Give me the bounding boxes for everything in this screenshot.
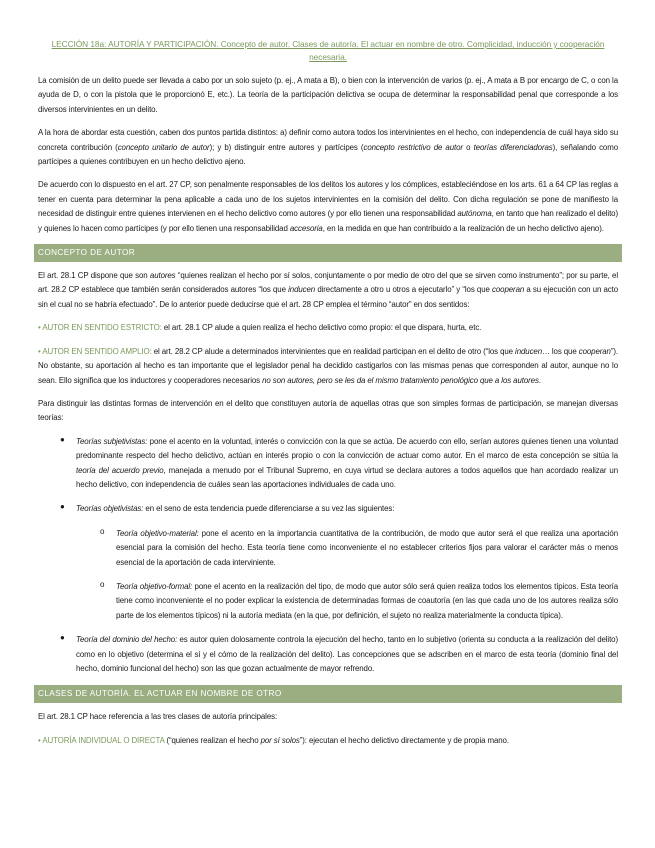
bullet-icon: ●: [60, 434, 65, 444]
theory-objective-item: ● Teorías objetivistas: en el seno de esta tendencia puede diferenciarse a su vez las siguientes:: [60, 502, 395, 514]
theory-subjective-item: ● Teorías subjetivistas: pone el acento en la voluntad, interés o convicción con la que se actúa. De acuerdo con ello, serían autores quienes tienen una voluntad predominante respecto del hecho delictivo, actúan en interés propio o con la convicción de actuar como autor. En el marco de esta concepción se sitúa la teoría del acuerdo previo, manejada a menudo por el Tribunal Supremo, en cuya virtud se declara autores a todos aquellos que han acordado realizar un hecho delictivo, con independencia de cuáles sean las aportaciones individuales de cada uno.: [60, 434, 618, 489]
lesson-title[interactable]: LECCIÓN 18a: AUTORÍA Y PARTICIPACIÓN. Concepto de autor. Clases de autoría. El actuar en nombre de otro. Complicidad, inducción y cooperación necesaria.: [51, 39, 605, 62]
concepto-paragraph-2: Para distinguir las distintas formas de intervención en el delito que constituyen autoría de aquellas otras que son simples formas de participación, se manejan diversas teorías:: [38, 398, 618, 423]
autor-amplio-item: • AUTOR EN SENTIDO AMPLIO: el art. 28.2 CP alude a determinados intervinientes que en realidad participan en el delito de otro (“los que inducen… los que cooperan”). No obstante, su aportación al hecho es tan importante que el legislador penal ha decidido castigarlos con las mismas penas que corresponden al autor, aunque no lo sean. Ello significa que los inductores y cooperadores necesarios no son autores, pero se les da el mismo tratamiento penológico que a los autores.: [38, 346, 618, 385]
section-heading-concepto: CONCEPTO DE AUTOR: [34, 244, 622, 262]
page: [38, 38, 618, 748]
theory-domain-item: ● Teoría del dominio del hecho: es autor quien dolosamente controla la ejecución del hecho, tanto en lo subjetivo (orienta su conducta a la realización del delito) como en lo objetivo (determina el sí y el cómo de la realización del delito). Las concepciones que se adscriben en el marco de esta teoría (dominio final del hecho, dominio funcional del hecho) son las que gozan actualmente de mayor refrendo.: [60, 633, 618, 673]
bullet-icon: ●: [60, 633, 65, 643]
bullet-icon: ●: [60, 502, 65, 512]
autoria-individual-item: • AUTORÍA INDIVIDUAL O DIRECTA (“quienes realizan el hecho por sí solos”): ejecutan el hecho delictivo directamente y de propia mano.: [38, 735, 509, 745]
section-heading-clases: CLASES DE AUTORÍA. EL ACTUAR EN NOMBRE DE OTRO: [34, 685, 622, 703]
sub-bullet-icon: o: [100, 526, 105, 536]
theory-formal-item: o Teoría objetivo-formal: pone el acento en la realización del tipo, de modo que autor sólo será quien realiza todos los elementos típicos. Esta teoría tiene como inconveniente el no poder explicar la existencia de determinadas formas de coautoría (en las que cada uno de los autores realiza sólo parte de los elementos típicos) ni la autoría mediata (en la que, por definición, el sujeto no realiza materialmente la conducta típica).: [100, 579, 618, 620]
concepto-paragraph-1: El art. 28.1 CP dispone que son autores “quienes realizan el hecho por sí solos, conjuntamente o por medio de otro del que se sirven como instrumento”; por su parte, el art. 28.2 CP establece que también serán considerados autores “los que inducen directamente a otro u otros a ejecutarlo” y “los que cooperan a su ejecución con un acto sin el cual no se habría efectuado”. De lo anterior puede deducirse que el art. 28 CP emplea el término “autor” en dos sentidos:: [38, 271, 618, 309]
autor-estricto-item: • AUTOR EN SENTIDO ESTRICTO: el art. 28.1 CP alude a quien realiza el hecho delictivo como propio: el que dispara, hurta, etc.: [38, 323, 482, 333]
theory-material-item: o Teoría objetivo-material: pone el acento en la importancia cuantitativa de la contribución, de modo que autor será el que realiza una aportación esencial para la comisión del hecho. Esta teoría tiene como inconveniente el no establecer criterios fijos para valorar el carácter más o menos esencial de la aportación de cada interviniente.: [100, 526, 618, 567]
sub-bullet-icon: o: [100, 579, 105, 589]
intro-paragraph-3: De acuerdo con lo dispuesto en el art. 27 CP, son penalmente responsables de los delitos los autores y los cómplices, estableciéndose en los arts. 61 a 64 CP las reglas a tener en cuenta para determinar la pena aplicable a cada uno de los sujetos intervinientes en la comisión del delito. Con dicha regulación se pone de manifiesto la necesidad de distinguir entre quienes intervienen en el hecho delictivo como autores (y por ello tienen una responsabilidad autónoma, en tanto que han realizado el delito) y quienes lo hacen como partícipes (y por ello tienen una responsabilidad accesoria, en la medida en que han contribuido a la realización de un hecho delictivo ajeno).: [38, 180, 618, 233]
clases-paragraph-1: El art. 28.1 CP hace referencia a las tres clases de autoría principales:: [38, 712, 278, 722]
intro-paragraph-2: A la hora de abordar esta cuestión, caben dos puntos partida distintos: a) definir como autora todos los intervinientes en el hecho, con independencia de cuál haya sido su concreta contribución (concepto unitario de autor); y b) distinguir entre autores y partícipes (concepto restrictivo de autor o teorías diferenciadoras), señalando como partícipes a quienes contribuyen en un hecho delictivo ajeno.: [38, 128, 618, 167]
intro-paragraph-1: La comisión de un delito puede ser llevada a cabo por un solo sujeto (p. ej., A mata a B), o bien con la intervención de varios (p. ej., A mata a B por encargo de C, o con la ayuda de D, o con la pistola que le proporcionó E, etc.). La teoría de la participación delictiva se ocupa de determinar la responsabilidad penal que corresponde a los diversos intervinientes en un delito.: [38, 76, 618, 114]
